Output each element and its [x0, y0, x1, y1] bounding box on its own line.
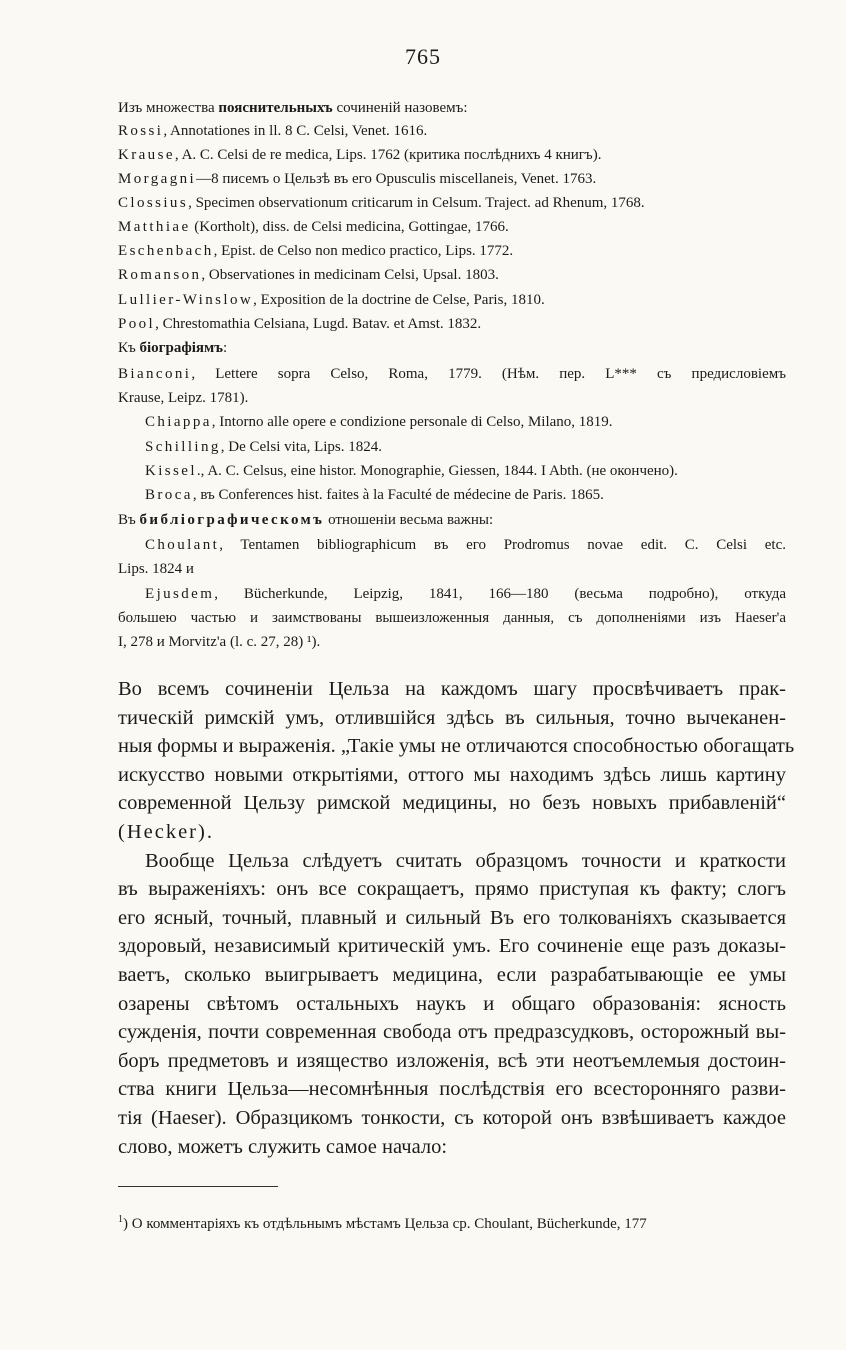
bib-entry: [118, 243, 786, 260]
body-line: тическій римскій умъ, отлившійся здѣсь въ сильныя, точно вычеканен-: [118, 706, 786, 729]
bib-rest: , Epist. de Celso non medico practico, Lips. 1772.: [213, 243, 514, 259]
biblio-heading-a: Въ: [118, 512, 140, 528]
body-line: ныя формы и выраженія. „Такіе умы не отличаются способностью обогащать: [118, 735, 795, 758]
bib-intro-a: Изъ множества: [118, 100, 219, 116]
bib-author: Pool: [118, 316, 156, 332]
bib-author: Matthiae: [118, 219, 191, 235]
biblio-entry-continuation: [118, 634, 786, 651]
biblio-heading-c: отношеніи весьма важны:: [324, 512, 494, 528]
body-line: современной Цельзу римской медицины, но безъ новыхъ прибавленій“: [118, 792, 786, 815]
body-line: искусство новыми открытіями, оттого мы находимъ здѣсь лишь картину: [118, 763, 786, 786]
bib-rest: —8 писемъ о Цельзѣ въ его Opusculis miscellaneis, Venet. 1763.: [196, 171, 597, 187]
footnote-rule: [118, 1186, 278, 1187]
bib-rest: , A. C. Celsi de re medica, Lips. 1762 (критика послѣднихъ 4 книгъ).: [174, 147, 602, 163]
bib-entry: [118, 195, 786, 212]
body-line: его ясный, точный, плавный и сильный Въ его толкованіяхъ сказывается: [118, 906, 786, 929]
bib-entry: [118, 292, 786, 309]
body-line: (Hecker).: [118, 821, 214, 843]
body-line: слово, можетъ служить самое начало:: [118, 1135, 448, 1158]
bio-author: Schilling: [145, 439, 221, 455]
bio-heading: [118, 340, 786, 357]
body-line: Вообще Цельза слѣдуетъ считать образцомъ точности и краткости: [145, 849, 786, 872]
bio-heading-a: Къ: [118, 340, 140, 356]
bio-entry-continuation: [118, 390, 786, 407]
body-line: сужденія, почти современная свобода отъ предразсудковъ, осторожный вы-: [118, 1021, 786, 1044]
biblio-entry: [145, 537, 786, 554]
bib-rest: (Kortholt), diss. de Celsi medicina, Gottingae, 1766.: [190, 219, 509, 235]
bib-intro-c: сочиненій назовемъ:: [332, 100, 468, 116]
biblio-rest: , Tentamen bibliographicum въ его Prodromus novae edit. C. Celsi etc.: [219, 537, 786, 553]
bib-entry: [118, 171, 786, 188]
bib-rest: , Specimen observationum criticarum in Celsum. Traject. ad Rhenum, 1768.: [188, 195, 645, 211]
bib-rest: , Chrestomathia Celsiana, Lugd. Batav. et Amst. 1832.: [155, 316, 482, 332]
bio-rest: Krause, Leipz. 1781).: [118, 390, 249, 406]
body-line: здоровый, независимый критическій умъ. Его сочиненіе еще разъ доказы-: [118, 935, 786, 958]
bib-entry: [118, 219, 786, 236]
bib-intro: [118, 100, 786, 117]
bib-rest: , Exposition de la doctrine de Celse, Paris, 1810.: [253, 292, 545, 308]
bib-author: Morgagni: [118, 171, 197, 187]
biblio-author: Choulant: [145, 537, 220, 553]
biblio-author: Ejusdem: [145, 586, 215, 602]
body-line: озарены свѣтомъ остальныхъ наукъ и общаго образованія: ясность: [118, 992, 786, 1015]
bio-entry: [145, 439, 786, 456]
biblio-rest: большею частью и заимствованы вышеизложенныя данныя, съ дополненіями изъ Haeser'a: [118, 610, 786, 626]
bio-author: Kissel: [145, 463, 197, 479]
biblio-rest: , Bücherkunde, Leipzig, 1841, 166—180 (весьма подробно), откуда: [214, 586, 786, 602]
body-line: въ выраженіяхъ: онъ все сокращаетъ, прямо приступая къ факту; слогъ: [118, 878, 786, 901]
page-number: 765: [405, 44, 441, 69]
bib-author: Lullier-Winslow: [118, 292, 254, 308]
bio-entry: [145, 463, 786, 480]
biblio-heading-b: библіографическомъ: [139, 512, 325, 528]
bio-entry: [145, 414, 786, 431]
footnote: [118, 1214, 786, 1233]
bio-rest: , Lettere sopra Celso, Roma, 1779. (Нѣм. пер. L*** съ предисловіемъ: [191, 366, 786, 382]
footnote-text: ) О комментаріяхъ къ отдѣльнымъ мѣстамъ Цельза ср. Choulant, Bücherkunde, 177: [123, 1216, 647, 1232]
body-line: тія (Haeser). Образцикомъ тонкости, съ которой онъ взвѣшиваетъ каждое: [118, 1107, 786, 1129]
bib-entry: [118, 267, 786, 284]
bio-rest: , въ Conferences hist. faites à la Faculté de médecine de Paris. 1865.: [192, 487, 604, 503]
body-line: ваетъ, сколько выигрываетъ медицина, если разрабатывающіе ее умы: [118, 964, 786, 986]
bio-rest: , Intorno alle opere e condizione personale di Celso, Milano, 1819.: [211, 414, 613, 430]
bio-entry: [145, 487, 786, 504]
bib-author: Rossi: [118, 123, 164, 139]
bib-entry: [118, 316, 786, 333]
bib-author: Romanson: [118, 267, 202, 283]
bio-author: Bianconi: [118, 366, 192, 382]
bio-entry: [118, 366, 786, 383]
biblio-heading: [118, 512, 786, 529]
footnote-mark: 1: [118, 1214, 123, 1225]
biblio-rest: I, 278 и Morvitz'a (l. c. 27, 28) ¹).: [118, 634, 321, 650]
bib-author: Eschenbach: [118, 243, 214, 259]
body-line: боръ предметовъ и изящество изложенія, всѣ эти неотъемлемыя достоин-: [118, 1049, 786, 1072]
bib-intro-b: пояснительныхъ: [218, 100, 333, 116]
bib-rest: , Observationes in medicinam Celsi, Upsal. 1803.: [201, 267, 499, 283]
bib-rest: , Annotationes in ll. 8 C. Celsi, Venet. 1616.: [163, 123, 428, 139]
biblio-entry-continuation: [118, 561, 786, 578]
bio-rest: ., A. C. Celsus, eine histor. Monographie, Giessen, 1844. I Abth. (не окончено).: [196, 463, 678, 479]
bio-heading-b: біографіямъ: [139, 340, 223, 356]
body-line: Во всемъ сочиненіи Цельза на каждомъ шагу просвѣчиваетъ прак-: [118, 678, 786, 700]
bib-entry: [118, 147, 786, 164]
biblio-entry: [145, 586, 786, 603]
bio-author: Broca: [145, 487, 193, 503]
body-line: ства книги Цельза—несомнѣнныя послѣдствія его всесторонняго разви-: [118, 1078, 786, 1101]
bio-heading-c: :: [222, 340, 228, 356]
bib-author: Clossius: [118, 195, 189, 211]
biblio-rest: Lips. 1824 и: [118, 561, 194, 577]
bio-author: Chiappa: [145, 414, 212, 430]
bib-entry: [118, 123, 786, 140]
biblio-entry-continuation: [118, 610, 786, 627]
bio-rest: , De Celsi vita, Lips. 1824.: [220, 439, 383, 455]
bib-author: Krause: [118, 147, 175, 163]
